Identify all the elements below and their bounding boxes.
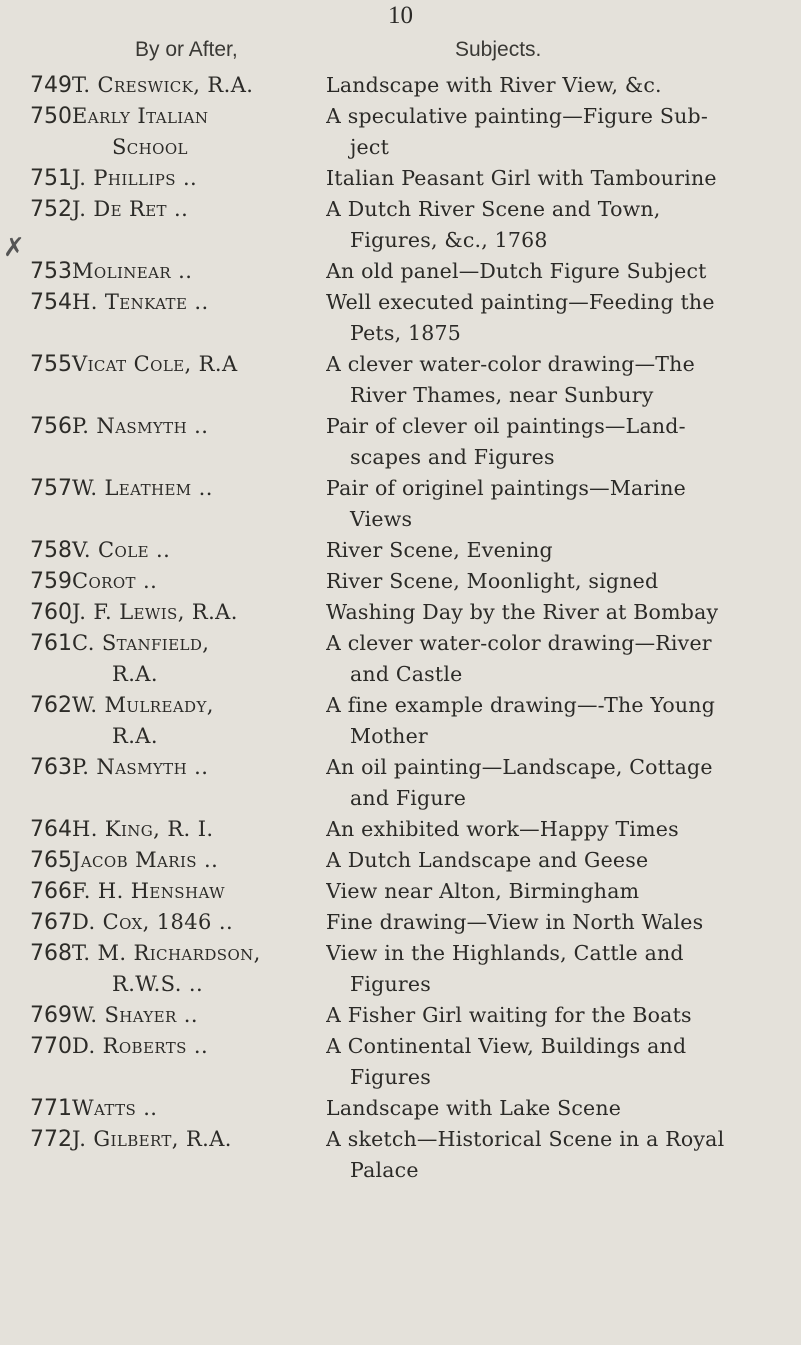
lot-subject <box>326 566 801 597</box>
lot-row <box>0 845 801 876</box>
lot-artist <box>72 876 332 907</box>
lot-row <box>0 876 801 907</box>
lot-artist <box>72 287 332 318</box>
lot-number: 764 <box>30 817 72 842</box>
lot-row <box>0 938 801 1000</box>
lot-row <box>0 101 801 163</box>
lot-subject <box>326 628 801 690</box>
subject-line: An exhibited work—Happy Times <box>326 817 679 841</box>
subject-line: A Continental View, Buildings and <box>326 1034 687 1058</box>
artist-line: Vicat Cole, R.A <box>72 352 238 376</box>
subject-line: A Dutch Landscape and Geese <box>326 848 649 872</box>
artist-line: W. Leathem .. <box>72 476 213 500</box>
subject-line: A Fisher Girl waiting for the Boats <box>326 1003 692 1027</box>
subject-line: and Figure <box>350 786 467 810</box>
lot-number: 759 <box>30 569 72 594</box>
lot-number: 763 <box>30 755 72 780</box>
subject-line: River Scene, Moonlight, signed <box>326 569 659 593</box>
lot-artist <box>72 938 332 1000</box>
lot-number: 771 <box>30 1096 72 1121</box>
subject-line: A sketch—Historical Scene in a Royal <box>326 1127 725 1151</box>
subject-line: Pets, 1875 <box>350 321 461 345</box>
lot-subject <box>326 1093 801 1124</box>
artist-line: School <box>112 135 188 159</box>
artist-line: R.A. <box>112 724 158 748</box>
lot-number: 770 <box>30 1034 72 1059</box>
lot-subject <box>326 535 801 566</box>
subject-line: Figures, &c., 1768 <box>350 228 548 252</box>
lot-row <box>0 349 801 411</box>
artist-line: W. Shayer .. <box>72 1003 198 1027</box>
lot-subject <box>326 101 801 163</box>
lot-number: 766 <box>30 879 72 904</box>
subject-line: ject <box>350 135 390 159</box>
artist-line: R.A. <box>112 662 158 686</box>
lot-artist <box>72 411 332 442</box>
lot-number: 769 <box>30 1003 72 1028</box>
subject-line: A clever water-color drawing—The <box>326 352 695 376</box>
artist-line: Jacob Maris .. <box>72 848 219 872</box>
subject-line: scapes and Figures <box>350 445 555 469</box>
lot-number: 754 <box>30 290 72 315</box>
lot-number: 752 <box>30 197 72 222</box>
subject-line: A fine example drawing—-The Young <box>326 693 716 717</box>
lot-row <box>0 814 801 845</box>
lot-artist <box>72 194 332 225</box>
artist-column-header: By or After, <box>135 38 238 61</box>
artist-line: J. F. Lewis, R.A. <box>72 600 238 624</box>
lot-row <box>0 256 801 287</box>
lot-artist <box>72 566 332 597</box>
lot-number: 750 <box>30 104 72 129</box>
lot-number: 762 <box>30 693 72 718</box>
artist-line: P. Nasmyth .. <box>72 755 209 779</box>
lot-artist <box>72 473 332 504</box>
lot-subject <box>326 690 801 752</box>
lot-row <box>0 597 801 628</box>
lot-artist <box>72 163 332 194</box>
artist-line: T. M. Richardson, <box>72 941 261 965</box>
lot-subject <box>326 473 801 535</box>
lot-row <box>0 194 801 256</box>
subject-line: Washing Day by the River at Bombay <box>326 600 719 624</box>
subject-column-header: Subjects. <box>455 38 542 61</box>
lot-artist <box>72 1031 332 1062</box>
subject-line: An oil painting—Landscape, Cottage <box>326 755 713 779</box>
subject-line: Fine drawing—View in North Wales <box>326 910 704 934</box>
subject-line: Well executed painting—Feeding the <box>326 290 715 314</box>
lot-artist <box>72 349 332 380</box>
lot-number: 760 <box>30 600 72 625</box>
artist-line: J. Gilbert, R.A. <box>72 1127 232 1151</box>
lot-artist <box>72 752 332 783</box>
lot-artist <box>72 597 332 628</box>
lot-row <box>0 1124 801 1186</box>
artist-line: H. King, R. I. <box>72 817 214 841</box>
lot-subject <box>326 163 801 194</box>
lot-artist <box>72 1124 332 1155</box>
lot-list <box>0 70 801 1186</box>
subject-line: An old panel—Dutch Figure Subject <box>326 259 707 283</box>
artist-line: W. Mulready, <box>72 693 214 717</box>
artist-line: D. Cox, 1846 .. <box>72 910 234 934</box>
lot-subject <box>326 70 801 101</box>
subject-line: A clever water-color drawing—River <box>326 631 712 655</box>
lot-number: 772 <box>30 1127 72 1152</box>
subject-line: Figures <box>350 972 431 996</box>
lot-subject <box>326 907 801 938</box>
lot-subject <box>326 194 801 256</box>
lot-row <box>0 411 801 473</box>
lot-subject <box>326 752 801 814</box>
subject-line: View near Alton, Birmingham <box>326 879 640 903</box>
artist-line: Early Italian <box>72 104 209 128</box>
artist-line: F. H. Henshaw <box>72 879 225 903</box>
lot-artist <box>72 535 332 566</box>
lot-number: 749 <box>30 73 72 98</box>
lot-number: 757 <box>30 476 72 501</box>
cross-mark-icon: ✗ <box>3 233 25 263</box>
lot-row <box>0 535 801 566</box>
subject-line: Landscape with River View, &c. <box>326 73 662 97</box>
lot-number: 767 <box>30 910 72 935</box>
lot-subject <box>326 1000 801 1031</box>
lot-artist <box>72 101 332 163</box>
lot-row <box>0 628 801 690</box>
subject-line: Views <box>350 507 413 531</box>
lot-subject <box>326 287 801 349</box>
lot-subject <box>326 938 801 1000</box>
subject-line: and Castle <box>350 662 463 686</box>
artist-line: Watts .. <box>72 1096 158 1120</box>
lot-row <box>0 566 801 597</box>
subject-line: Figures <box>350 1065 431 1089</box>
artist-line: D. Roberts .. <box>72 1034 209 1058</box>
lot-artist <box>72 814 332 845</box>
lot-row <box>0 287 801 349</box>
artist-line: J. Phillips .. <box>72 166 198 190</box>
subject-line: Palace <box>350 1158 419 1182</box>
lot-subject <box>326 876 801 907</box>
lot-number: 765 <box>30 848 72 873</box>
lot-subject <box>326 597 801 628</box>
lot-subject <box>326 814 801 845</box>
lot-subject <box>326 349 801 411</box>
lot-subject <box>326 1031 801 1093</box>
lot-artist <box>72 70 332 101</box>
lot-artist <box>72 907 332 938</box>
lot-number: 756 <box>30 414 72 439</box>
subject-line: A speculative painting—Figure Sub- <box>326 104 708 128</box>
page-number: 10 <box>388 2 413 29</box>
subject-line: River Scene, Evening <box>326 538 553 562</box>
lot-number: 758 <box>30 538 72 563</box>
lot-row <box>0 1093 801 1124</box>
artist-line: P. Nasmyth .. <box>72 414 209 438</box>
lot-number: 753 <box>30 259 72 284</box>
artist-line: J. De Ret .. <box>72 197 189 221</box>
lot-artist <box>72 1093 332 1124</box>
lot-number: 755 <box>30 352 72 377</box>
subject-line: Landscape with Lake Scene <box>326 1096 622 1120</box>
lot-number: 761 <box>30 631 72 656</box>
artist-line: Corot .. <box>72 569 158 593</box>
subject-line: A Dutch River Scene and Town, <box>326 197 661 221</box>
lot-row <box>0 752 801 814</box>
subject-line: River Thames, near Sunbury <box>350 383 654 407</box>
subject-line: View in the Highlands, Cattle and <box>326 941 684 965</box>
lot-artist <box>72 1000 332 1031</box>
lot-row <box>0 690 801 752</box>
lot-number: 768 <box>30 941 72 966</box>
subject-line: Mother <box>350 724 428 748</box>
subject-line: Italian Peasant Girl with Tambourine <box>326 166 717 190</box>
lot-row <box>0 70 801 101</box>
lot-artist <box>72 690 332 752</box>
lot-artist <box>72 628 332 690</box>
artist-line: V. Cole .. <box>72 538 171 562</box>
lot-subject <box>326 256 801 287</box>
lot-row <box>0 1000 801 1031</box>
lot-subject <box>326 845 801 876</box>
artist-line: H. Tenkate .. <box>72 290 209 314</box>
subject-line: Pair of originel paintings—Marine <box>326 476 686 500</box>
artist-line: C. Stanfield, <box>72 631 210 655</box>
artist-line: R.W.S. .. <box>112 972 204 996</box>
artist-line: Molinear .. <box>72 259 193 283</box>
subject-line: Pair of clever oil paintings—Land- <box>326 414 686 438</box>
lot-row <box>0 473 801 535</box>
lot-subject <box>326 411 801 473</box>
lot-artist <box>72 256 332 287</box>
artist-line: T. Creswick, R.A. <box>72 73 254 97</box>
lot-subject <box>326 1124 801 1186</box>
lot-number: 751 <box>30 166 72 191</box>
lot-row <box>0 163 801 194</box>
lot-row <box>0 907 801 938</box>
lot-row <box>0 1031 801 1093</box>
lot-artist <box>72 845 332 876</box>
